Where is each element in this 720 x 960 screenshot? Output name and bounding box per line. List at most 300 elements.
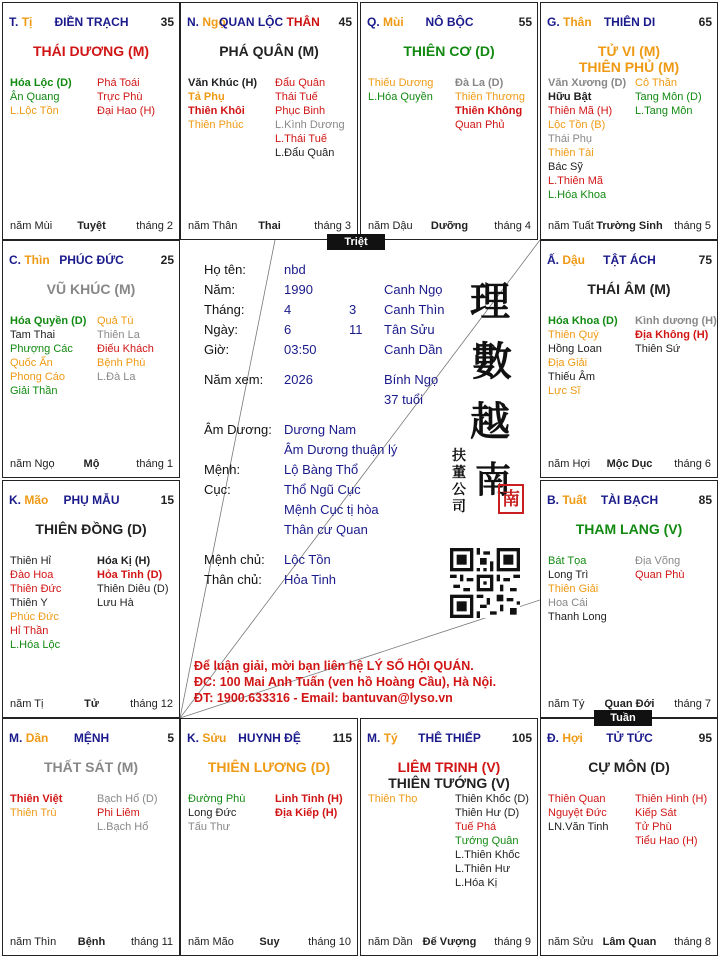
minor-star: L.Đà La (97, 371, 136, 383)
minor-star: Bát Tọa (548, 555, 587, 567)
palace-header (367, 731, 532, 747)
minor-star: Thiên Hư (D) (455, 807, 520, 819)
palace-footer (10, 458, 173, 472)
palace-age: 65 (698, 15, 712, 29)
palace-footer (10, 698, 173, 712)
main-star: CỰ MÔN (D) (588, 759, 670, 775)
main-star: THẤT SÁT (M) (43, 759, 139, 775)
palace-header (367, 15, 532, 31)
palace-branch-name: Hợi (562, 731, 583, 745)
palace-stem: Q. (367, 15, 380, 29)
minor-star: Thái Tuế (275, 91, 318, 103)
value-tuoi: 37 tuổi (384, 392, 424, 407)
palace-trang-sinh: Tuyệt (77, 220, 106, 232)
value-menh-cuc: Mệnh Cục tị hòa (284, 502, 379, 517)
palace-cell-thin[interactable] (2, 240, 180, 478)
label-nam: Năm: (204, 282, 236, 297)
main-stars (541, 759, 717, 775)
palace-header (9, 731, 174, 747)
minor-star: Địa Không (H) (635, 329, 709, 341)
palace-stem: M. (9, 731, 23, 745)
minor-star: Hóa Kị (H) (97, 555, 151, 567)
tuan-marker: Tuần (594, 710, 652, 726)
value-thang-am: 4 (284, 302, 292, 317)
minor-stars-right (97, 554, 169, 610)
palace-branch-name: Sửu (202, 731, 227, 745)
palace-month: tháng 3 (314, 220, 351, 232)
main-stars (3, 759, 179, 775)
minor-star: Giải Thần (10, 385, 58, 397)
minor-star: Lưu Hà (97, 597, 134, 609)
label-thang: Tháng: (204, 302, 245, 317)
palace-branch-name: Thìn (24, 253, 50, 267)
palace-trang-sinh: Mộc Dục (606, 458, 653, 470)
minor-star: Phúc Đức (10, 611, 59, 623)
minor-stars-left (10, 314, 86, 398)
palace-stem: K. (187, 731, 199, 745)
value-thang-can-chi: Canh Thìn (384, 302, 445, 317)
value-menh-chu: Lộc Tồn (284, 552, 331, 567)
palace-age: 35 (160, 15, 174, 29)
minor-star: Địa Giải (548, 357, 588, 369)
minor-star: Thiên Giải (548, 583, 599, 595)
minor-star: Thiên Đức (10, 583, 62, 595)
value-than-chu: Hỏa Tinh (284, 572, 337, 587)
palace-age: 55 (518, 15, 532, 29)
palace-month: tháng 6 (674, 458, 711, 470)
palace-year: năm Mùi (10, 220, 53, 232)
minor-star: Thiên Quý (548, 329, 599, 341)
palace-year: năm Thân (188, 220, 238, 232)
minor-star: Quan Phù (635, 569, 685, 581)
palace-stem: K. (9, 493, 21, 507)
value-ngay-am: 6 (284, 322, 292, 337)
palace-month: tháng 2 (136, 220, 173, 232)
palace-year: năm Thìn (10, 936, 57, 948)
minor-star: Thiên Phúc (188, 119, 244, 131)
palace-stem: C. (9, 253, 21, 267)
palace-title: THIÊN DI (603, 15, 656, 29)
chart-center-panel (180, 240, 540, 718)
main-star: THIÊN PHỦ (M) (578, 59, 680, 75)
palace-age: 25 (160, 253, 174, 267)
palace-trang-sinh: Thai (258, 220, 281, 232)
value-nam-xem-can-chi: Bính Ngọ (384, 372, 439, 387)
palace-footer (368, 936, 531, 950)
minor-star: Thiên Khôi (188, 105, 245, 117)
palace-branch-name: Tý (383, 731, 398, 745)
palace-title: QUAN LỘC (219, 15, 284, 29)
minor-stars-right (635, 792, 707, 848)
minor-star: Kiếp Sát (635, 807, 677, 819)
palace-cell-tuat[interactable] (540, 480, 718, 718)
label-am-duong: Âm Dương: (204, 422, 272, 437)
main-stars (541, 43, 717, 75)
palace-cell-suu[interactable] (180, 718, 358, 956)
palace-branch-name: Thân (563, 15, 592, 29)
palace-trang-sinh: Suy (259, 936, 280, 948)
minor-star: Thiếu Âm (548, 371, 596, 383)
palace-footer (10, 936, 173, 950)
palace-name (367, 15, 532, 29)
minor-star: Linh Tinh (H) (275, 793, 343, 805)
palace-header (547, 253, 712, 269)
palace-name (187, 15, 352, 29)
palace-age: 95 (698, 731, 712, 745)
palace-year: năm Hợi (548, 458, 591, 470)
palace-year: năm Dậu (368, 220, 413, 232)
palace-month: tháng 10 (308, 936, 351, 948)
minor-star: Thiên Y (10, 597, 48, 609)
main-stars (361, 43, 537, 59)
minor-stars-left (368, 792, 417, 806)
minor-star: Tang Môn (D) (635, 91, 702, 103)
minor-star: Hồng Loan (548, 343, 602, 355)
value-ngay-can-chi: Tân Sửu (384, 322, 435, 337)
palace-title: HUYNH ĐỆ (238, 731, 301, 745)
palace-trang-sinh: Mộ (83, 458, 100, 470)
palace-header (187, 15, 352, 31)
palace-header (547, 731, 712, 747)
minor-stars-right (275, 76, 345, 160)
value-ngay-duong: 11 (349, 322, 363, 337)
minor-star: Thiên Thương (455, 91, 526, 103)
minor-star: Thiên Quan (548, 793, 606, 805)
value-menh: Lộ Bàng Thổ (284, 462, 359, 477)
calligraphy-char-1: 理 (470, 278, 510, 325)
main-stars (541, 521, 717, 537)
palace-name (9, 253, 174, 267)
palace-cell-hoi[interactable] (540, 718, 718, 956)
palace-footer (188, 936, 351, 950)
palace-name (547, 493, 712, 507)
minor-stars-left (10, 792, 62, 820)
palace-header (9, 15, 174, 31)
triet-marker: Triệt (327, 234, 385, 250)
label-nam-xem: Năm xem: (204, 372, 264, 387)
minor-star: Thái Phụ (548, 133, 593, 145)
value-nam-xem: 2026 (284, 372, 313, 387)
palace-footer (368, 220, 531, 234)
minor-star: Thiếu Dương (368, 77, 434, 89)
palace-age: 15 (160, 493, 174, 507)
minor-stars-right (455, 792, 529, 890)
palace-name (367, 731, 532, 745)
minor-star: Thiên Trù (10, 807, 57, 819)
palace-footer (548, 936, 711, 950)
palace-branch-name: Tuất (562, 493, 587, 507)
main-star: THIÊN LƯƠNG (D) (207, 759, 331, 775)
palace-title: TẬT ÁCH (603, 253, 656, 267)
minor-star: Địa Võng (635, 555, 681, 567)
minor-stars-left (188, 792, 245, 834)
minor-star: Thiên Thọ (368, 793, 418, 805)
palace-stem: M. (367, 731, 381, 745)
palace-footer (548, 458, 711, 472)
minor-star: Trực Phù (97, 91, 143, 103)
value-thang-duong: 3 (349, 302, 357, 317)
minor-star: Hỉ Thần (10, 625, 49, 637)
palace-month: tháng 11 (130, 936, 173, 948)
minor-star: Phượng Các (10, 343, 73, 355)
minor-star: Tả Phụ (188, 91, 225, 103)
value-nam: 1990 (284, 282, 313, 297)
palace-title: PHÚC ĐỨC (59, 253, 124, 267)
main-star: THIÊN ĐỒNG (D) (35, 521, 147, 537)
palace-branch-name: Dậu (562, 253, 586, 267)
palace-footer (188, 220, 351, 234)
palace-year: năm Dần (368, 936, 413, 948)
label-gio: Giờ: (204, 342, 230, 357)
contact-info (194, 658, 496, 706)
minor-star: Bác Sỹ (548, 161, 583, 173)
value-gio: 03:50 (284, 342, 317, 357)
main-star: VŨ KHÚC (M) (46, 281, 136, 297)
palace-title: TÀI BẠCH (600, 493, 659, 507)
value-gio-can-chi: Canh Dần (384, 342, 443, 357)
minor-star: Phá Toái (97, 77, 140, 89)
palace-year: năm Tị (10, 698, 44, 710)
label-ho-ten: Họ tên: (204, 262, 246, 277)
contact-line-1: Để luận giải, mời bạn liên hệ LÝ SỐ HỘI QUÁN. (194, 659, 474, 673)
palace-month: tháng 7 (674, 698, 711, 710)
minor-stars-left (548, 792, 609, 834)
minor-star: Bệnh Phù (97, 357, 146, 369)
palace-month: tháng 5 (674, 220, 711, 232)
minor-star: Quốc Ấn (10, 357, 53, 369)
minor-star: Đường Phù (188, 793, 246, 805)
palace-cell-ty[interactable] (360, 718, 538, 956)
palace-header (547, 15, 712, 31)
value-nam-can-chi: Canh Ngọ (384, 282, 443, 297)
minor-star: Phong Cáo (10, 371, 66, 383)
label-than-chu: Thân chủ: (204, 572, 262, 587)
palace-month: tháng 1 (136, 458, 173, 470)
calligraphy-char-3: 越 (470, 398, 510, 445)
palace-stem: N. (187, 15, 199, 29)
minor-star: L.Hóa Lộc (10, 639, 61, 651)
minor-star: Hoa Cái (548, 597, 588, 609)
minor-star: Long Đức (188, 807, 237, 819)
palace-year: năm Mão (188, 936, 234, 948)
palace-stem: T. (9, 15, 19, 29)
palace-age: 45 (338, 15, 352, 29)
minor-star: Hữu Bật (548, 91, 592, 103)
main-stars (3, 521, 179, 537)
minor-star: Thanh Long (548, 611, 607, 623)
minor-star: Thiên Sứ (635, 343, 681, 355)
minor-star: Tử Phù (635, 821, 672, 833)
palace-than-marker: THÂN (286, 15, 320, 29)
minor-star: L.Lộc Tồn (10, 105, 59, 117)
label-menh-chu: Mệnh chủ: (204, 552, 265, 567)
palace-month: tháng 9 (494, 936, 531, 948)
minor-star: Quan Phủ (455, 119, 505, 131)
calligraphy-char-2: 數 (472, 338, 512, 385)
minor-stars-left (548, 314, 618, 398)
minor-stars-right (635, 76, 702, 118)
minor-stars-right (275, 792, 343, 820)
palace-month: tháng 12 (130, 698, 173, 710)
palace-cell-dan[interactable] (2, 718, 180, 956)
palace-cell-dau[interactable] (540, 240, 718, 478)
palace-trang-sinh: Bệnh (77, 936, 106, 948)
small-seal-text: 扶 董 公 司 (452, 448, 466, 515)
minor-star: Nguyệt Đức (548, 807, 607, 819)
palace-trang-sinh: Trường Sinh (596, 220, 663, 232)
minor-star: LN.Văn Tinh (548, 821, 609, 833)
minor-star: Quả Tú (97, 315, 134, 327)
minor-stars-left (548, 554, 607, 624)
minor-stars-left (10, 554, 61, 652)
palace-branch-name: Mão (24, 493, 49, 507)
minor-star: Thiên Diêu (D) (97, 583, 169, 595)
minor-star: Đại Hao (H) (97, 105, 156, 117)
minor-star: Kình dương (H) (635, 315, 717, 327)
minor-star: Tam Thai (10, 329, 56, 341)
minor-star: Thiên Hình (H) (635, 793, 708, 805)
palace-stem: Ấ. (547, 253, 559, 267)
minor-star: Thiên Việt (10, 793, 63, 805)
palace-cell-ti[interactable] (2, 2, 180, 240)
contact-line-3: ĐT: 1900.633316 - Email: bantuvan@lyso.vn (194, 691, 453, 705)
main-stars (361, 759, 537, 791)
minor-star: Long Trì (548, 569, 589, 581)
minor-star: Lộc Tồn (B) (548, 119, 606, 131)
palace-age: 85 (698, 493, 712, 507)
minor-star: L.Thái Tuế (275, 133, 327, 145)
palace-stem: Đ. (547, 731, 559, 745)
minor-star: Phục Binh (275, 105, 326, 117)
minor-stars-right (635, 314, 717, 356)
palace-name (547, 15, 712, 29)
palace-header (9, 253, 174, 269)
minor-star: Phi Liêm (97, 807, 140, 819)
palace-title: TỬ TỨC (606, 731, 653, 745)
palace-header (187, 731, 352, 747)
minor-star: L.Thiên Khốc (455, 849, 520, 861)
palace-title: MỆNH (73, 731, 110, 745)
label-ngay: Ngày: (204, 322, 238, 337)
red-seal-stamp: 南 (498, 484, 524, 514)
minor-star: L.Kình Dương (275, 119, 345, 131)
palace-name (547, 731, 712, 745)
main-stars (541, 281, 717, 297)
palace-cell-mao[interactable] (2, 480, 180, 718)
value-than-cu: Thân cư Quan (284, 522, 368, 537)
minor-star: L.Hóa Quyền (368, 91, 433, 103)
palace-year: năm Tuất (548, 220, 594, 232)
label-menh: Mệnh: (204, 462, 241, 477)
minor-star: Cô Thần (635, 77, 677, 89)
palace-name (187, 731, 352, 745)
palace-title: THÊ THIẾP (418, 731, 481, 745)
palace-cell-mui[interactable] (360, 2, 538, 240)
main-star: TỬ VI (M) (597, 43, 661, 59)
palace-age: 5 (167, 731, 174, 745)
main-star: LIÊM TRINH (V) (397, 759, 501, 775)
value-ho-ten: nbd (284, 262, 306, 277)
minor-stars-right (635, 554, 685, 582)
minor-star: Đào Hoa (10, 569, 54, 581)
main-star: THIÊN TƯỚNG (V) (388, 775, 510, 791)
minor-star: Hóa Lộc (D) (10, 77, 72, 89)
palace-title: ĐIỀN TRẠCH (54, 15, 129, 29)
main-stars (181, 43, 357, 59)
palace-trang-sinh: Quan Đới (604, 698, 655, 710)
value-am-duong: Dương Nam (284, 422, 357, 437)
palace-year: năm Ngọ (10, 458, 55, 470)
minor-stars-left (548, 76, 626, 202)
palace-header (547, 493, 712, 509)
minor-star: Văn Xương (D) (548, 77, 627, 89)
palace-trang-sinh: Tử (84, 698, 99, 710)
minor-star: L.Hóa Kị (455, 877, 498, 889)
palace-cell-than[interactable] (540, 2, 718, 240)
minor-star: Tuế Phá (455, 821, 497, 833)
palace-branch-name: Ngọ (202, 15, 226, 29)
main-star: THAM LANG (V) (575, 521, 683, 537)
minor-star: Hóa Quyền (D) (10, 315, 87, 327)
minor-star: Hỏa Tinh (D) (97, 569, 163, 581)
minor-stars-right (455, 76, 525, 132)
palace-age: 75 (698, 253, 712, 267)
minor-star: L.Hóa Khoa (548, 189, 607, 201)
palace-age: 105 (511, 731, 532, 745)
main-stars (3, 43, 179, 59)
calligraphy-char-4: 南 (475, 459, 512, 501)
palace-branch-name: Tị (21, 15, 33, 29)
minor-star: Địa Kiếp (H) (275, 807, 338, 819)
palace-cell-ngo[interactable] (180, 2, 358, 240)
minor-star: Tiểu Hao (H) (635, 835, 698, 847)
minor-star: Thiên Khốc (D) (455, 793, 529, 805)
minor-star: Thiên Không (455, 105, 523, 117)
minor-star: Đẩu Quân (275, 77, 326, 89)
minor-stars-left (368, 76, 433, 104)
main-star: THÁI DƯƠNG (M) (32, 43, 150, 59)
palace-year: năm Sửu (548, 936, 594, 948)
minor-star: Điếu Khách (97, 343, 154, 355)
palace-stem: B. (547, 493, 559, 507)
palace-year: năm Tý (548, 698, 585, 710)
palace-trang-sinh: Đế Vượng (422, 936, 477, 948)
main-star: PHÁ QUÂN (M) (219, 43, 319, 59)
contact-line-2: ĐC: 100 Mai Anh Tuấn (ven hồ Hoàng Cầu), Hà Nội. (194, 675, 497, 689)
value-cuc: Thổ Ngũ Cục (284, 482, 361, 497)
palace-name (547, 253, 712, 267)
minor-star: L.Thiên Mã (548, 175, 604, 187)
palace-footer (10, 220, 173, 234)
palace-footer (548, 220, 711, 234)
main-stars (181, 759, 357, 775)
minor-stars-right (97, 76, 155, 118)
minor-star: L.Thiên Hư (455, 863, 511, 875)
minor-star: Hóa Khoa (D) (548, 315, 618, 327)
main-stars (3, 281, 179, 297)
palace-title: PHỤ MẪU (63, 493, 120, 507)
palace-branch-name: Mùi (383, 15, 404, 29)
palace-age: 115 (332, 731, 352, 745)
palace-trang-sinh: Dưỡng (430, 220, 469, 232)
palace-name (9, 493, 174, 507)
minor-stars-right (97, 314, 154, 384)
palace-stem: G. (547, 15, 560, 29)
qr-code[interactable] (450, 548, 520, 618)
minor-stars-left (188, 76, 257, 132)
minor-stars-left (10, 76, 72, 118)
minor-star: Thiên Hỉ (10, 555, 51, 567)
